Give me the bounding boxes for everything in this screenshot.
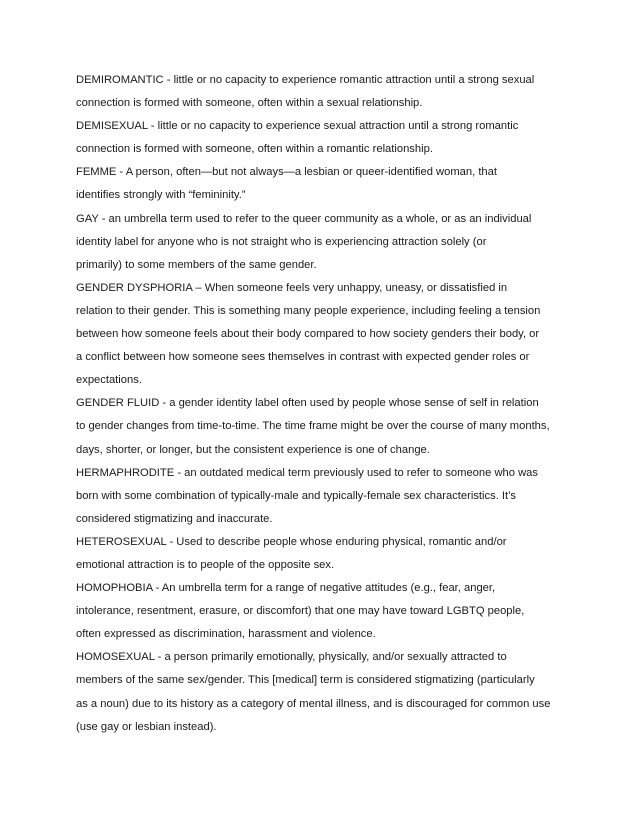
- text-line: a conflict between how someone sees themselves in contrast with expected gender roles or: [76, 351, 530, 364]
- text-line: expectations.: [76, 374, 142, 387]
- text-line: connection is formed with someone, often within a sexual relationship.: [76, 97, 423, 110]
- text-line: FEMME - A person, often—but not always—a lesbian or queer-identified woman, that: [76, 166, 497, 179]
- text-line: intolerance, resentment, erasure, or discomfort) that one may have toward LGBTQ people,: [76, 605, 525, 618]
- text-line: members of the same sex/gender. This [medical] term is considered stigmatizing (particularly: [76, 674, 535, 687]
- text-line: GENDER DYSPHORIA – When someone feels very unhappy, uneasy, or dissatisfied in: [76, 281, 508, 294]
- glossary-text-block: [76, 72, 551, 742]
- text-line: connection is formed with someone, often within a romantic relationship.: [76, 143, 433, 156]
- text-line: emotional attraction is to people of the opposite sex.: [76, 558, 335, 571]
- text-line: primarily) to some members of the same gender.: [76, 258, 317, 271]
- text-line: relation to their gender. This is something many people experience, including feeling a tension: [76, 304, 541, 317]
- text-line: identity label for anyone who is not straight who is experiencing attraction solely (or: [76, 235, 487, 248]
- text-line: often expressed as discrimination, harassment and violence.: [76, 628, 376, 641]
- text-line: DEMISEXUAL - little or no capacity to experience sexual attraction until a strong romantic: [76, 120, 519, 133]
- text-line: HETEROSEXUAL - Used to describe people whose enduring physical, romantic and/or: [76, 535, 507, 548]
- text-line: considered stigmatizing and inaccurate.: [76, 512, 273, 525]
- text-line: identifies strongly with “femininity.”: [76, 189, 246, 202]
- text-line: DEMIROMANTIC - little or no capacity to experience romantic attraction until a strong sexual: [76, 74, 535, 86]
- text-line: GENDER FLUID - a gender identity label often used by people whose sense of self in relation: [76, 397, 539, 410]
- text-line: (use gay or lesbian instead).: [76, 720, 217, 733]
- text-line: HOMOSEXUAL - a person primarily emotionally, physically, and/or sexually attracted to: [76, 651, 507, 664]
- text-line: HERMAPHRODITE - an outdated medical term previously used to refer to someone who was: [76, 466, 538, 479]
- text-line: GAY - an umbrella term used to refer to the queer community as a whole, or as an individual: [76, 212, 532, 225]
- text-line: between how someone feels about their body compared to how society genders their body, or: [76, 328, 540, 341]
- text-line: HOMOPHOBIA - An umbrella term for a range of negative attitudes (e.g., fear, anger,: [76, 582, 496, 595]
- text-line: born with some combination of typically-male and typically-female sex characteristics. It’s: [76, 489, 517, 502]
- text-line: as a noun) due to its history as a category of mental illness, and is discouraged for common use: [76, 697, 551, 710]
- text-line: days, shorter, or longer, but the consistent experience is one of change.: [76, 443, 430, 456]
- text-line: to gender changes from time-to-time. The time frame might be over the course of many months,: [76, 420, 550, 433]
